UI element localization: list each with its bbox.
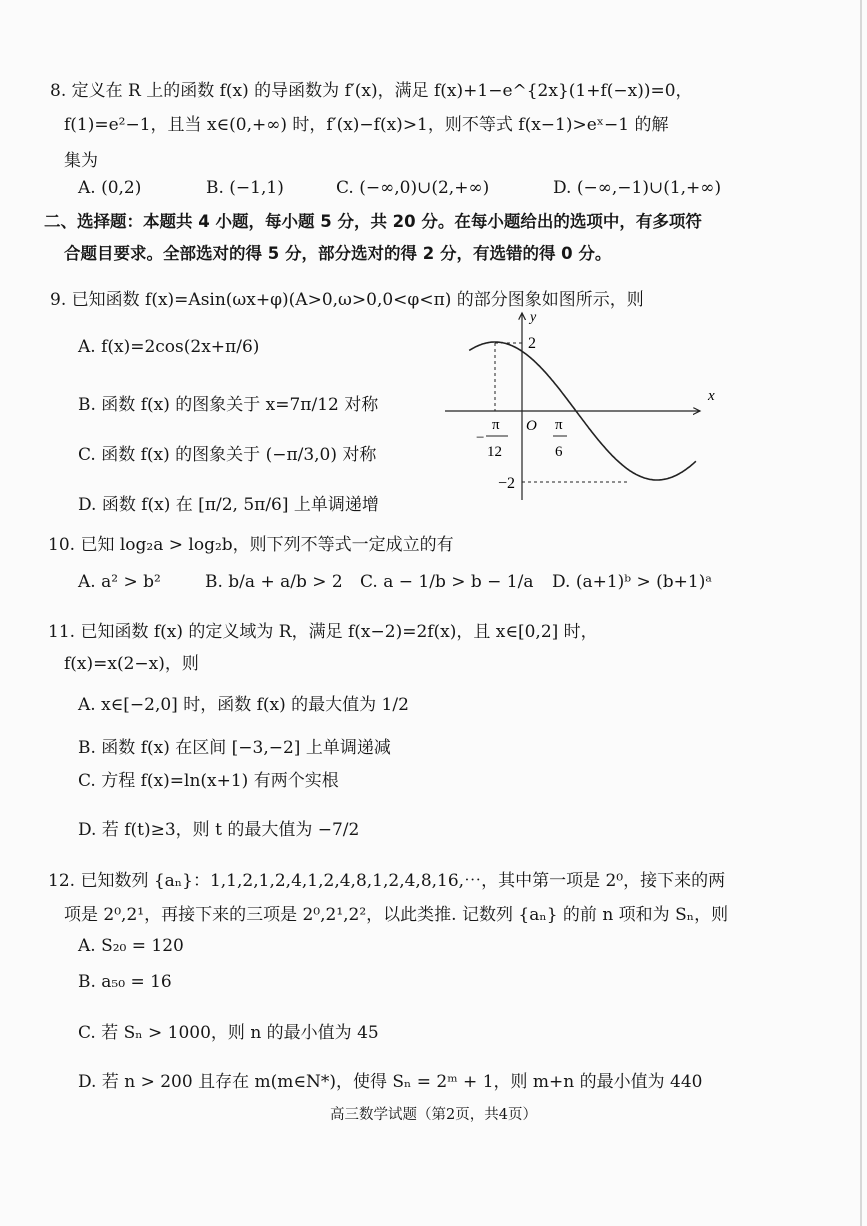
q12-option-a: A. S₂₀ = 120 bbox=[78, 936, 184, 956]
q12-option-b: B. a₅₀ = 16 bbox=[78, 972, 172, 992]
q9-option-d: D. 函数 f(x) 在 [π/2, 5π/6] 上单调递增 bbox=[78, 495, 379, 515]
q8-line1: 8. 定义在 R 上的函数 f(x) 的导函数为 f′(x)，满足 f(x)+1−e^{2x}(1+f(−x))=0， bbox=[50, 81, 693, 101]
q11-option-d: D. 若 f(t)≥3，则 t 的最大值为 −7/2 bbox=[78, 820, 360, 840]
q11-option-c: C. 方程 f(x)=ln(x+1) 有两个实根 bbox=[78, 771, 339, 791]
q11-line2: f(x)=x(2−x)，则 bbox=[64, 654, 199, 674]
max-value-label: 2 bbox=[528, 335, 536, 352]
y-axis-label: y bbox=[530, 310, 537, 325]
q12-option-c: C. 若 Sₙ > 1000，则 n 的最小值为 45 bbox=[78, 1023, 379, 1043]
q9-option-b: B. 函数 f(x) 的图象关于 x=7π/12 对称 bbox=[78, 395, 379, 415]
min-value-label: −2 bbox=[498, 475, 516, 492]
q10-option-d: D. (a+1)ᵇ > (b+1)ᵃ bbox=[552, 572, 712, 592]
q11-option-a: A. x∈[−2,0] 时，函数 f(x) 的最大值为 1/2 bbox=[78, 695, 409, 715]
q8-option-a: A. (0,2) bbox=[78, 178, 142, 198]
page-footer: 高三数学试题（第2页，共4页） bbox=[330, 1107, 537, 1123]
tick-left-numerator: π bbox=[492, 417, 500, 433]
q12-line1: 12. 已知数列 {aₙ}：1,1,2,1,2,4,1,2,4,8,1,2,4,8,16,⋯，其中第一项是 2⁰，接下来的两 bbox=[48, 871, 726, 891]
q8-option-b: B. (−1,1) bbox=[206, 178, 284, 198]
tick-left-denominator: 12 bbox=[487, 444, 502, 460]
q10-option-b: B. b/a + a/b > 2 bbox=[205, 572, 343, 592]
q8-line3: 集为 bbox=[64, 151, 98, 171]
sine-graph bbox=[440, 305, 730, 505]
tick-left-sign: − bbox=[476, 430, 485, 446]
q9-option-c: C. 函数 f(x) 的图象关于 (−π/3,0) 对称 bbox=[78, 445, 377, 465]
section-heading-line1: 二、选择题：本题共 4 小题，每小题 5 分，共 20 分。在每小题给出的选项中，有多项符 bbox=[44, 212, 702, 231]
q10-option-c: C. a − 1/b > b − 1/a bbox=[360, 572, 534, 592]
tick-right-numerator: π bbox=[555, 417, 563, 433]
q9-option-a: A. f(x)=2cos(2x+π/6) bbox=[78, 337, 260, 357]
section-heading-line2: 合题目要求。全部选对的得 5 分，部分选对的得 2 分，有选错的得 0 分。 bbox=[64, 244, 612, 263]
q12-option-d: D. 若 n > 200 且存在 m(m∈N*)，使得 Sₙ = 2ᵐ + 1，则 m+n 的最小值为 440 bbox=[78, 1072, 703, 1092]
q8-line2: f(1)=e²−1，且当 x∈(0,+∞) 时，f′(x)−f(x)>1，则不等式 f(x−1)>eˣ−1 的解 bbox=[64, 115, 669, 135]
scan-edge bbox=[860, 0, 862, 1226]
x-axis-label: x bbox=[708, 388, 715, 404]
q9-stem: 9. 已知函数 f(x)=Asin(ωx+φ)(A>0,ω>0,0<φ<π) 的部分图象如图所示，则 bbox=[50, 290, 644, 310]
q8-option-c: C. (−∞,0)∪(2,+∞) bbox=[336, 178, 490, 198]
q12-line2: 项是 2⁰,2¹，再接下来的三项是 2⁰,2¹,2²，以此类推. 记数列 {aₙ} 的前 n 项和为 Sₙ，则 bbox=[64, 905, 729, 925]
q11-option-b: B. 函数 f(x) 在区间 [−3,−2] 上单调递减 bbox=[78, 738, 391, 758]
q10-option-a: A. a² > b² bbox=[78, 572, 161, 592]
origin-label: O bbox=[526, 418, 537, 434]
q8-option-d: D. (−∞,−1)∪(1,+∞) bbox=[553, 178, 722, 198]
tick-right-denominator: 6 bbox=[555, 444, 563, 460]
q10-stem: 10. 已知 log₂a > log₂b，则下列不等式一定成立的有 bbox=[48, 535, 454, 555]
q11-line1: 11. 已知函数 f(x) 的定义域为 R，满足 f(x−2)=2f(x)，且 x∈[0,2] 时， bbox=[48, 622, 598, 642]
